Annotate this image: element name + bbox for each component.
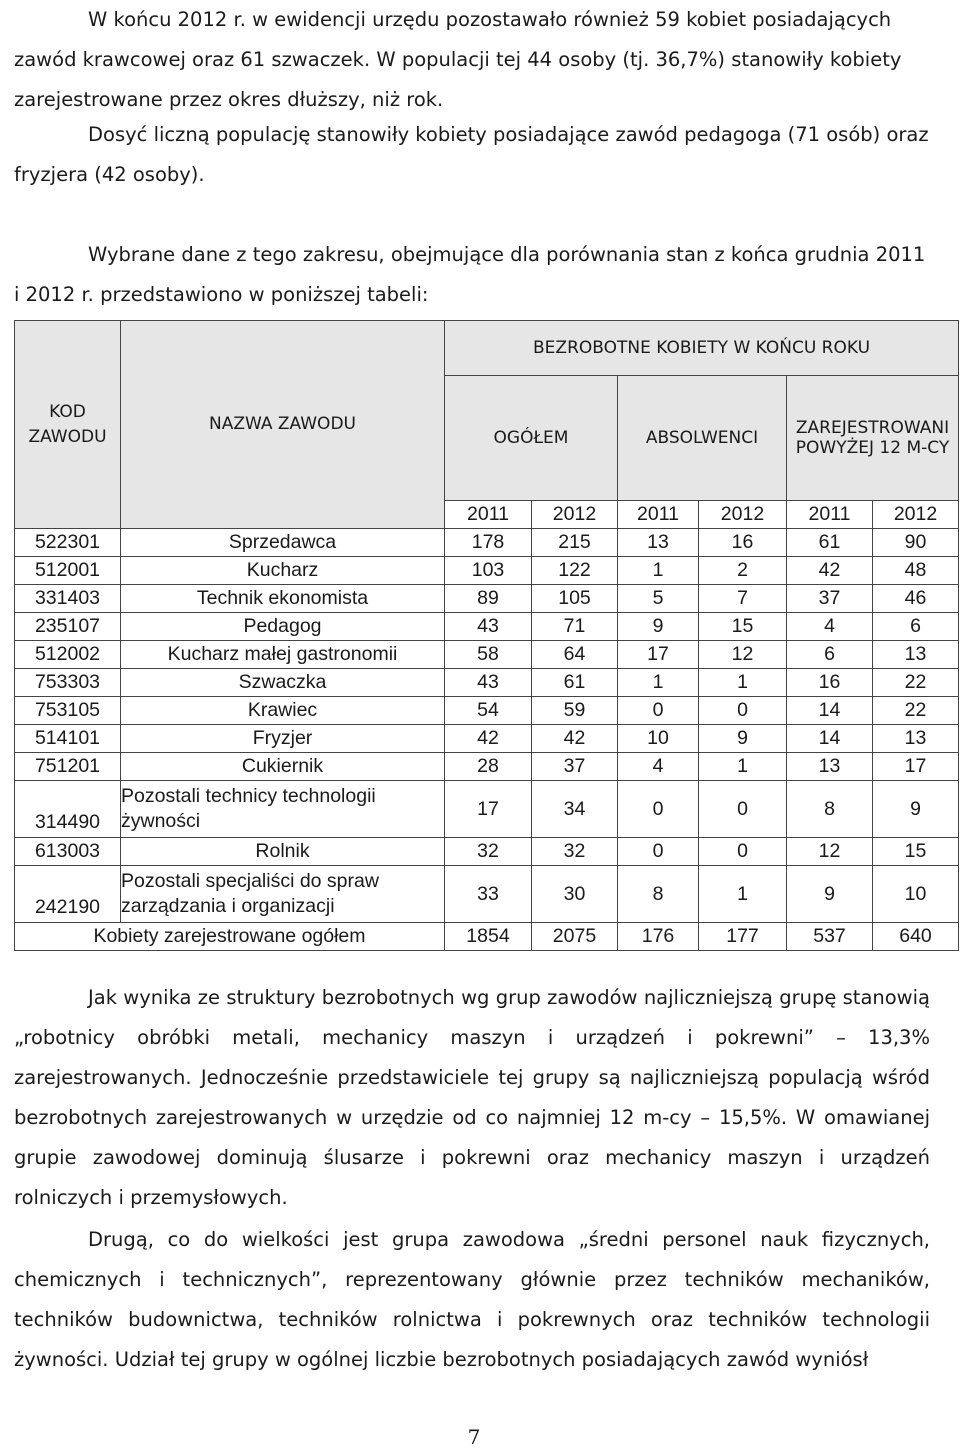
total-row <box>15 923 959 951</box>
value-cell: 12 <box>787 838 873 866</box>
table-row <box>15 781 959 838</box>
occupation-name: Pedagog <box>121 613 445 641</box>
occupation-name: Pozostali specjaliści do spraw zarządzania i organizacji <box>121 866 445 923</box>
value-cell: 10 <box>618 725 699 753</box>
value-cell: 8 <box>787 781 873 838</box>
occupation-name: Krawiec <box>121 697 445 725</box>
occupation-code: 522301 <box>15 529 121 557</box>
year-header-cell: 2012 <box>873 501 959 529</box>
value-cell: 13 <box>873 725 959 753</box>
occupation-code: 514101 <box>15 725 121 753</box>
table-row <box>15 697 959 725</box>
occupation-name: Kucharz <box>121 557 445 585</box>
total-value-cell: 177 <box>699 923 787 951</box>
total-value-cell: 537 <box>787 923 873 951</box>
unemployed-women-table <box>14 320 959 951</box>
occupation-name: Sprzedawca <box>121 529 445 557</box>
occupation-code: 314490 <box>15 781 121 838</box>
value-cell: 16 <box>699 529 787 557</box>
value-cell: 10 <box>873 866 959 923</box>
value-cell: 58 <box>445 641 532 669</box>
value-cell: 32 <box>532 838 618 866</box>
value-cell: 7 <box>699 585 787 613</box>
value-cell: 14 <box>787 725 873 753</box>
value-cell: 0 <box>618 838 699 866</box>
value-cell: 5 <box>618 585 699 613</box>
value-cell: 16 <box>787 669 873 697</box>
value-cell: 9 <box>699 725 787 753</box>
value-cell: 32 <box>445 838 532 866</box>
value-cell: 54 <box>445 697 532 725</box>
occupation-code: 753105 <box>15 697 121 725</box>
value-cell: 9 <box>873 781 959 838</box>
value-cell: 6 <box>873 613 959 641</box>
value-cell: 37 <box>532 753 618 781</box>
value-cell: 1 <box>618 669 699 697</box>
value-cell: 22 <box>873 697 959 725</box>
table-row <box>15 838 959 866</box>
value-cell: 43 <box>445 613 532 641</box>
header-total: OGÓŁEM <box>445 376 618 501</box>
value-cell: 9 <box>787 866 873 923</box>
value-cell: 13 <box>787 753 873 781</box>
occupation-name: Cukiernik <box>121 753 445 781</box>
page-number: 7 <box>467 1425 481 1449</box>
value-cell: 34 <box>532 781 618 838</box>
occupation-code: 242190 <box>15 866 121 923</box>
table-row <box>15 753 959 781</box>
value-cell: 61 <box>532 669 618 697</box>
occupation-code: 753303 <box>15 669 121 697</box>
value-cell: 0 <box>699 838 787 866</box>
total-value-cell: 2075 <box>532 923 618 951</box>
value-cell: 15 <box>873 838 959 866</box>
total-value-cell: 176 <box>618 923 699 951</box>
value-cell: 0 <box>699 697 787 725</box>
value-cell: 1 <box>699 753 787 781</box>
header-long-term: ZAREJESTROWANI POWYŻEJ 12 M-CY <box>787 376 959 501</box>
value-cell: 0 <box>699 781 787 838</box>
table-row <box>15 669 959 697</box>
value-cell: 33 <box>445 866 532 923</box>
value-cell: 0 <box>618 697 699 725</box>
value-cell: 4 <box>787 613 873 641</box>
paragraph-largest-group: Jak wynika ze struktury bezrobotnych wg grup zawodów najliczniejszą grupę stanowią „robotnicy obróbki metali, mechanicy maszyn i urządzeń i pokrewni” – 13,3% zarejestrowanych. Jednocześnie przedstawiciele tej grupy są najliczniejszą populacją wśród bezrobotnych zarejestrowanych w urzędzie od co najmniej 12 m-cy – 15,5%. W omawianej grupie zawodowej dominują ślusarze i pokrewni oraz mechanicy maszyn i urządzeń rolniczych i przemysłowych. <box>14 986 930 1209</box>
value-cell: 4 <box>618 753 699 781</box>
total-label: Kobiety zarejestrowane ogółem <box>15 923 445 951</box>
value-cell: 89 <box>445 585 532 613</box>
value-cell: 8 <box>618 866 699 923</box>
value-cell: 215 <box>532 529 618 557</box>
value-cell: 28 <box>445 753 532 781</box>
paragraph-second-group: Drugą, co do wielkości jest grupa zawodowa „średni personel nauk fizycznych, chemicznych i technicznych”, reprezentowany głównie przez techników mechaników, techników budownictwa, techników rolnictwa i pokrewnych oraz techników technologii żywności. Udział tej grupy w ogólnej liczbie bezrobotnych posiadających zawód wyniósł <box>14 1228 930 1371</box>
occupation-code: 331403 <box>15 585 121 613</box>
occupation-code: 751201 <box>15 753 121 781</box>
value-cell: 9 <box>618 613 699 641</box>
year-header-cell: 2012 <box>699 501 787 529</box>
occupation-code: 512001 <box>15 557 121 585</box>
value-cell: 13 <box>618 529 699 557</box>
table-row <box>15 557 959 585</box>
value-cell: 1 <box>618 557 699 585</box>
occupation-name: Szwaczka <box>121 669 445 697</box>
value-cell: 6 <box>787 641 873 669</box>
table-row <box>15 866 959 923</box>
total-value-cell: 1854 <box>445 923 532 951</box>
value-cell: 59 <box>532 697 618 725</box>
header-code: KOD ZAWODU <box>15 321 121 529</box>
year-header-cell: 2011 <box>618 501 699 529</box>
occupation-name: Pozostali technicy technologii żywności <box>121 781 445 838</box>
occupation-code: 235107 <box>15 613 121 641</box>
value-cell: 17 <box>445 781 532 838</box>
paragraph-table-intro: Wybrane dane z tego zakresu, obejmujące dla porównania stan z końca grudnia 2011 i 2012 r. przedstawiono w poniższej tabeli: <box>14 243 926 306</box>
occupation-code: 512002 <box>15 641 121 669</box>
paragraph-women-tailors: W końcu 2012 r. w ewidencji urzędu pozostawało również 59 kobiet posiadających zawód krawcowej oraz 61 szwaczek. W populacji tej 44 osoby (tj. 36,7%) stanowiły kobiety zarejestrowane przez okres dłuższy, niż rok. <box>14 8 902 111</box>
value-cell: 15 <box>699 613 787 641</box>
table-row <box>15 641 959 669</box>
value-cell: 14 <box>787 697 873 725</box>
value-cell: 103 <box>445 557 532 585</box>
value-cell: 17 <box>873 753 959 781</box>
value-cell: 30 <box>532 866 618 923</box>
value-cell: 122 <box>532 557 618 585</box>
value-cell: 64 <box>532 641 618 669</box>
value-cell: 105 <box>532 585 618 613</box>
value-cell: 17 <box>618 641 699 669</box>
total-value-cell: 640 <box>873 923 959 951</box>
value-cell: 1 <box>699 866 787 923</box>
table-row <box>15 725 959 753</box>
value-cell: 46 <box>873 585 959 613</box>
value-cell: 90 <box>873 529 959 557</box>
value-cell: 43 <box>445 669 532 697</box>
value-cell: 1 <box>699 669 787 697</box>
value-cell: 71 <box>532 613 618 641</box>
value-cell: 42 <box>787 557 873 585</box>
value-cell: 12 <box>699 641 787 669</box>
value-cell: 37 <box>787 585 873 613</box>
value-cell: 22 <box>873 669 959 697</box>
occupation-name: Technik ekonomista <box>121 585 445 613</box>
year-header-cell: 2011 <box>445 501 532 529</box>
value-cell: 61 <box>787 529 873 557</box>
value-cell: 42 <box>532 725 618 753</box>
value-cell: 42 <box>445 725 532 753</box>
value-cell: 48 <box>873 557 959 585</box>
paragraph-teachers-hairdressers: Dosyć liczną populację stanowiły kobiety posiadające zawód pedagoga (71 osób) oraz fryzjera (42 osoby). <box>14 123 929 186</box>
header-group: BEZROBOTNE KOBIETY W KOŃCU ROKU <box>445 321 959 376</box>
occupation-name: Rolnik <box>121 838 445 866</box>
year-header-cell: 2011 <box>787 501 873 529</box>
occupation-name: Kucharz małej gastronomii <box>121 641 445 669</box>
table-row <box>15 613 959 641</box>
value-cell: 2 <box>699 557 787 585</box>
value-cell: 178 <box>445 529 532 557</box>
value-cell: 0 <box>618 781 699 838</box>
header-name: NAZWA ZAWODU <box>121 321 445 529</box>
year-header-cell: 2012 <box>532 501 618 529</box>
occupation-code: 613003 <box>15 838 121 866</box>
header-graduates: ABSOLWENCI <box>618 376 787 501</box>
occupation-name: Fryzjer <box>121 725 445 753</box>
table-row <box>15 529 959 557</box>
table-row <box>15 585 959 613</box>
value-cell: 13 <box>873 641 959 669</box>
